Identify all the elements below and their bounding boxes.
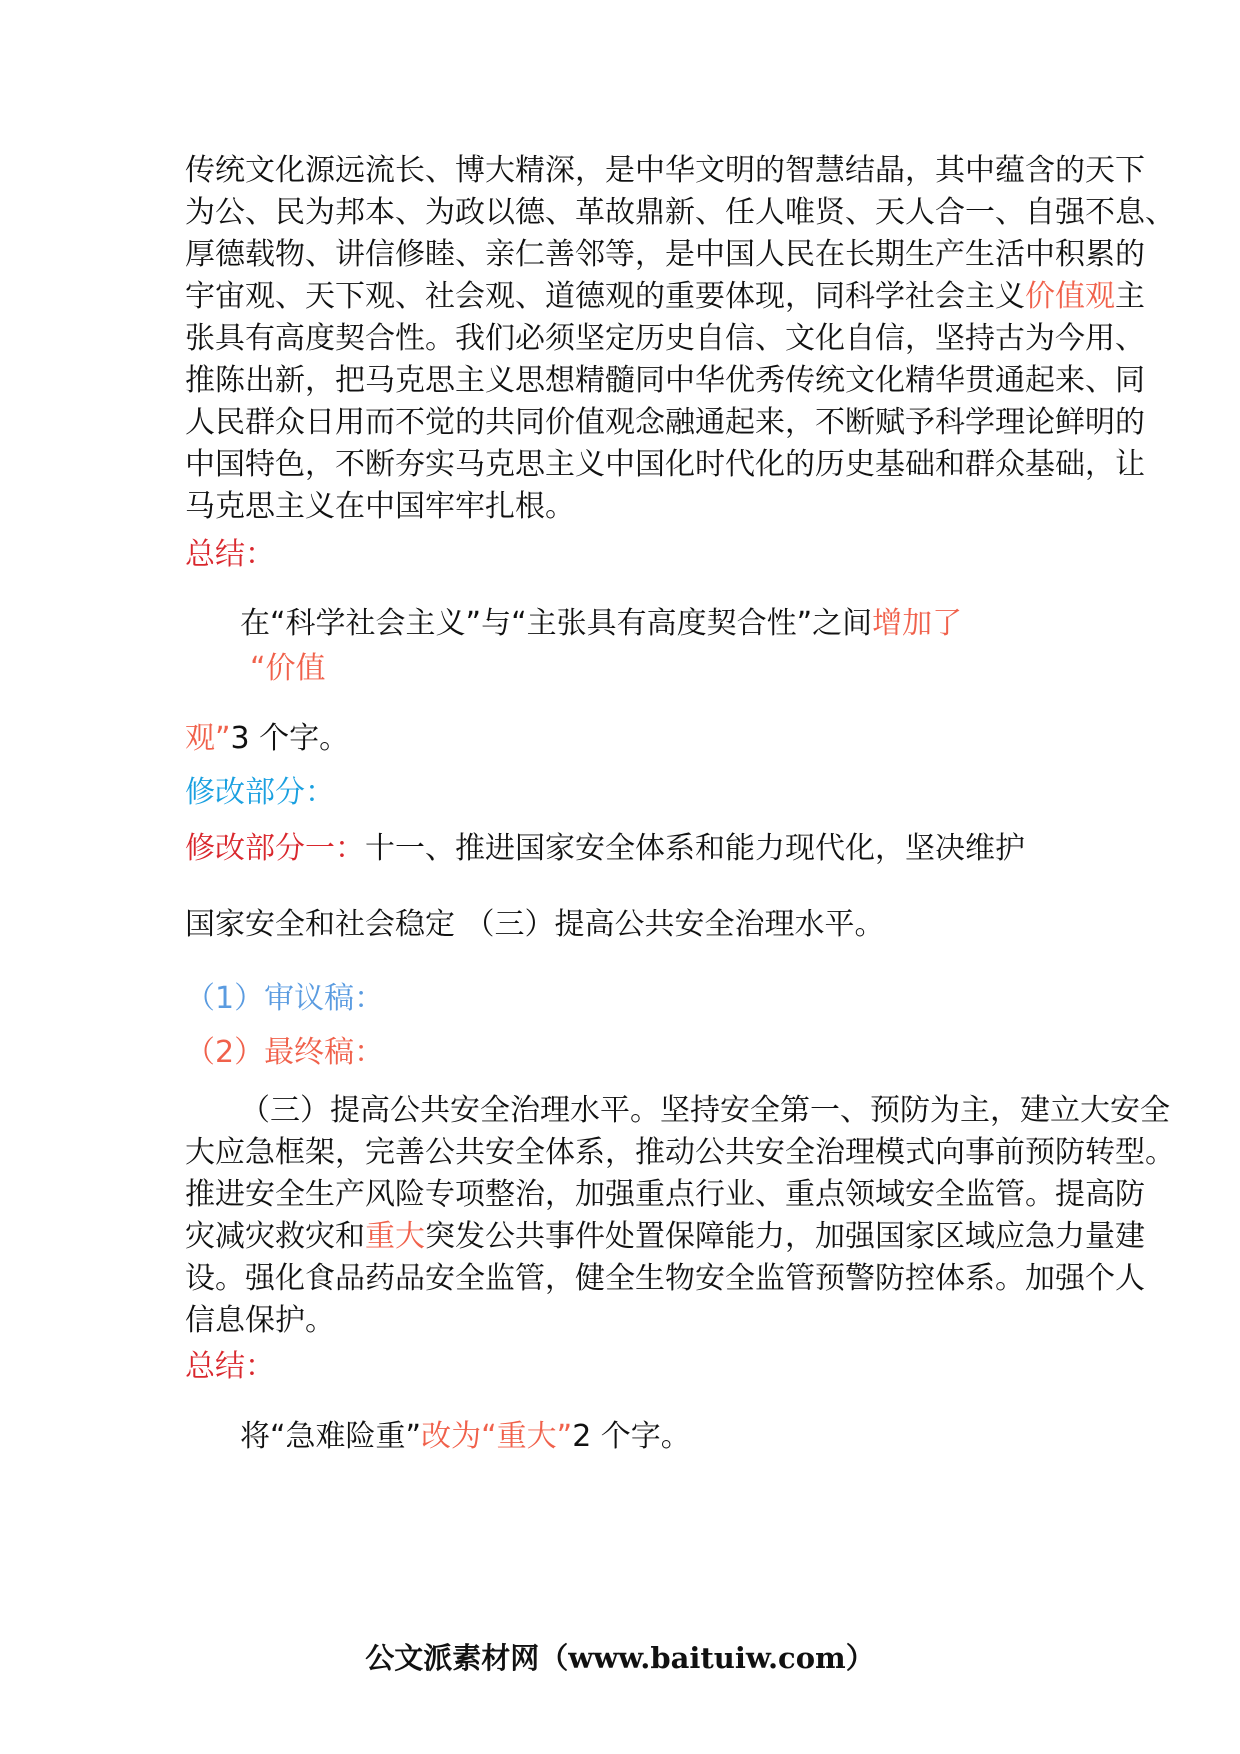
para1-line2: 为公、民为邦本、为政以德、革故鼎新、任人唯贤、天人合一、自强不息、 — [185, 195, 1175, 230]
para1-line9: 马克思主义在中国牢牢扎根。 — [185, 489, 575, 524]
summary1-line2: “价值 — [250, 651, 326, 686]
part1-label: 修改部分一： — [185, 831, 365, 866]
summary2-count: 2 个字。 — [572, 1419, 691, 1454]
summary1-line3 — [185, 718, 349, 760]
para2-line3: 推进安全生产风险专项整治，加强重点行业、重点领域安全监管。提高防 — [185, 1177, 1145, 1212]
para2-line4 — [185, 1216, 1145, 1258]
para2-line4-tail: 突发公共事件处置保障能力，加强国家区域应急力量建 — [425, 1219, 1145, 1254]
para1-line5: 张具有高度契合性。我们必须坚定历史自信、文化自信，坚持古为今用、 — [185, 321, 1145, 356]
summary2-changed: 改为“重大” — [421, 1419, 573, 1454]
summary1-count: 3 个字。 — [230, 721, 350, 756]
footer-source: 公文派素材网（www.baituiw.com） — [365, 1641, 875, 1675]
part1-text: 十一、推进国家安全体系和能力现代化，坚决维护 — [365, 831, 1025, 866]
highlight-jiazhiguan: 价值观 — [1025, 279, 1115, 314]
summary1-label: 总结： — [185, 537, 275, 572]
para1-line6: 推陈出新，把马克思主义思想精髓同中华优秀传统文化精华贯通起来、同 — [185, 363, 1145, 398]
summary2-text — [240, 1416, 691, 1458]
para1-line4-text: 宇宙观、天下观、社会观、道德观的重要体现，同科学社会主义 — [185, 279, 1025, 314]
para1-line4 — [185, 276, 1145, 318]
summary1-line1 — [240, 603, 962, 645]
summary1-text: 在“科学社会主义”与“主张具有高度契合性”之间 — [240, 606, 873, 641]
para1-line1: 传统文化源远流长、博大精深，是中华文明的智慧结晶，其中蕴含的天下 — [185, 153, 1145, 188]
para1-line3: 厚德载物、讲信修睦、亲仁善邻等，是中国人民在长期生产生活中积累的 — [185, 237, 1145, 272]
summary1-added: 增加了 — [872, 606, 963, 641]
para1-line8: 中国特色，不断夯实马克思主义中国化时代化的历史基础和群众基础，让 — [185, 447, 1145, 482]
summary2-original: 将“急难险重” — [240, 1419, 422, 1454]
para2-line2: 大应急框架，完善公共安全体系，推动公共安全治理模式向事前预防转型。 — [185, 1135, 1175, 1170]
part1-heading — [185, 828, 1025, 870]
part1-cont: 国家安全和社会稳定 （三）提高公共安全治理水平。 — [185, 907, 885, 942]
para1-line4-tail: 主 — [1115, 279, 1145, 314]
highlight-zhongda: 重大 — [365, 1219, 425, 1254]
para2-line1: （三）提高公共安全治理水平。坚持安全第一、预防为主，建立大安全 — [240, 1093, 1170, 1128]
draft-label: （1）审议稿： — [185, 981, 385, 1016]
para2-line4-head: 灾减灾救灾和 — [185, 1219, 365, 1254]
section-label: 修改部分： — [185, 775, 335, 810]
para2-line6: 信息保护。 — [185, 1303, 335, 1338]
final-label: （2）最终稿： — [185, 1035, 385, 1070]
summary2-label: 总结： — [185, 1349, 275, 1384]
summary1-quote-end: 观” — [185, 721, 231, 756]
para2-line5: 设。强化食品药品安全监管，健全生物安全监管预警防控体系。加强个人 — [185, 1261, 1145, 1296]
para1-line7: 人民群众日用而不觉的共同价值观念融通起来，不断赋予科学理论鲜明的 — [185, 405, 1145, 440]
